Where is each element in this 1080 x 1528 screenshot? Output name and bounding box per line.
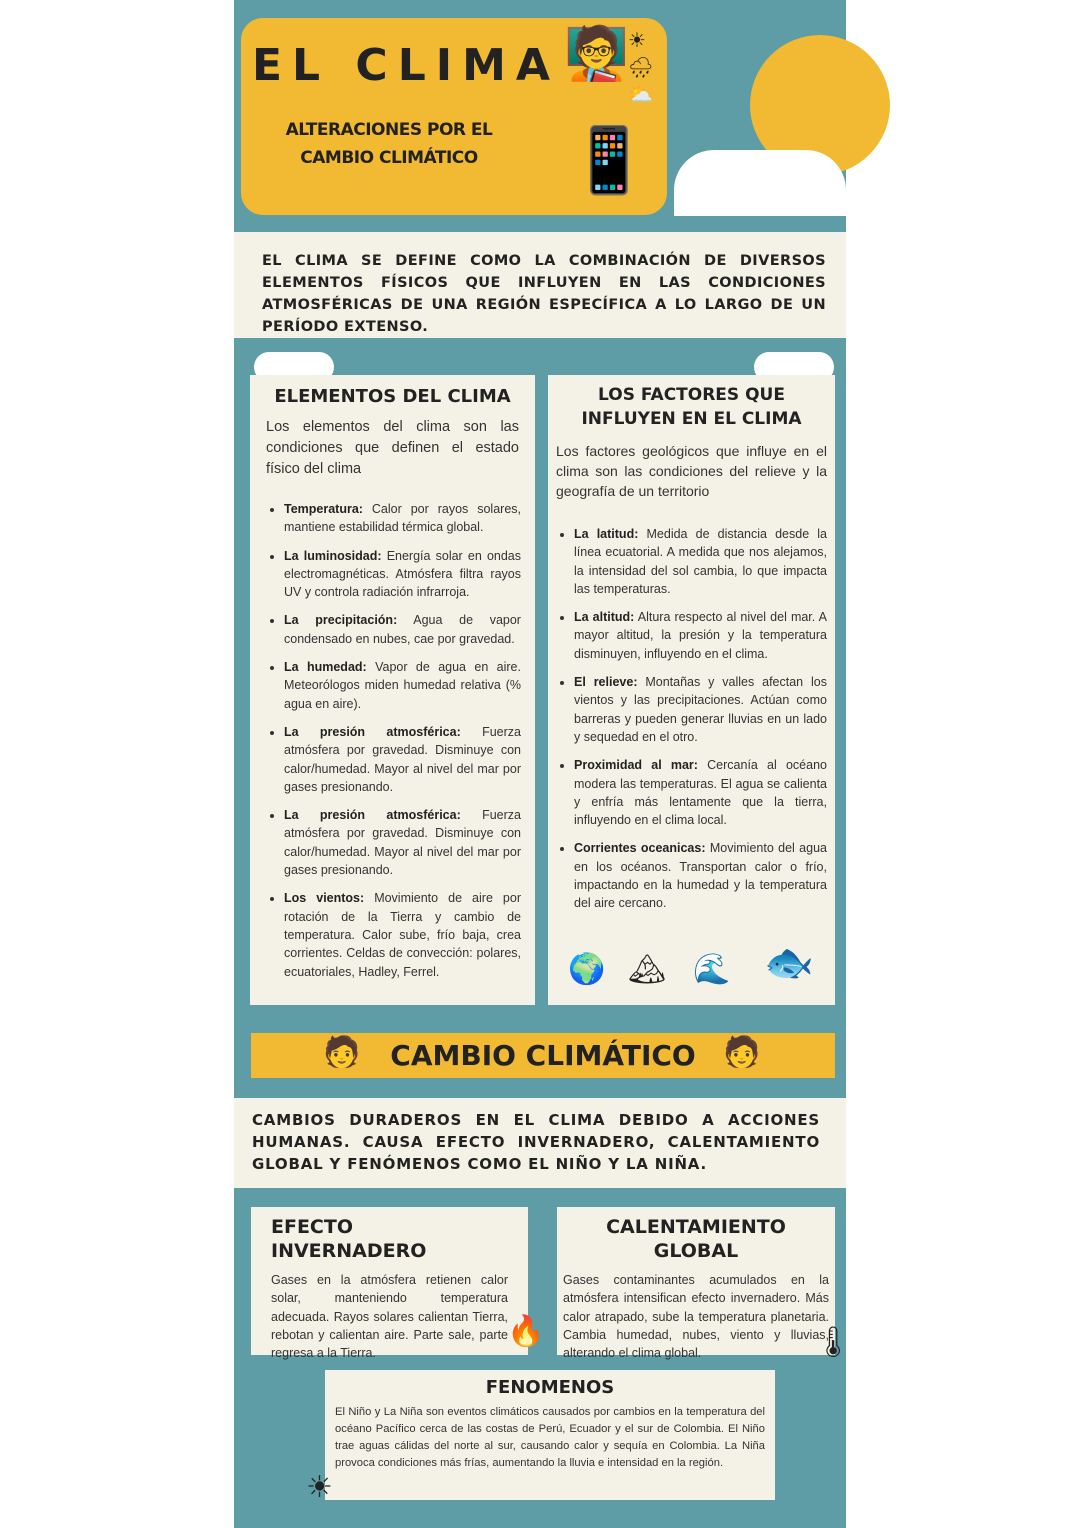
list-item (284, 889, 521, 980)
item-text: Altura respecto al nivel del mar. A mayor altitud, la presión y la temperatura disminuyen, influyendo en el clima. (574, 610, 827, 661)
item-text: Fuerza atmósfera por gravedad. Disminuye con calor/humedad. Mayor al nivel del mar por gases presionando. (284, 808, 521, 878)
item-term: La presión atmosférica: (284, 724, 461, 739)
definition-text: EL CLIMA SE DEFINE COMO LA COMBINACIÓN DE DIVERSOS ELEMENTOS FÍSICOS QUE INFLUYEN EN LAS CONDICIONES ATMOSFÉRICAS DE UNA REGIÓN ESPECÍFICA A LO LARGO DE UN PERÍODO EXTENSO. (262, 253, 826, 335)
mountain-icon: 🏔 (628, 953, 667, 986)
efecto-text: Gases en la atmósfera retienen calor solar, manteniendo temperatura adecuada. Rayos solares calientan Tierra, rebotan y calientan aire. Parte sale, parte regresa a la Tierra. (271, 1273, 508, 1361)
thermometer-icon: 🌡 (814, 1326, 853, 1359)
list-item (284, 500, 521, 537)
item-term: La presión atmosférica: (284, 808, 461, 823)
list-item (284, 547, 521, 602)
factores-card (548, 375, 835, 1005)
item-text: Movimiento del agua en los océanos. Transportan calor o frío, impactando en la humedad y la temperatura del aire cercano. (574, 841, 827, 911)
fenomenos-text: El Niño y La Niña son eventos climáticos causados por cambios en la temperatura del océano Pacífico cerca de las costas de Perú, Ecuador y el sur de Colombia. El Niño trae aguas cálidas del norte al sur, causando calor y sequía en Colombia. La Niña provoca condiciones más frías, aumentando la lluvia e intensidad en la región. (335, 1406, 765, 1469)
effects-section (234, 1188, 853, 1528)
factores-intro: Los factores geológicos que influye en el clima son las condiciones del relieve y la geografía de un territorio (556, 443, 827, 499)
factores-title: LOS FACTORES QUE INFLUYEN EN EL CLIMA (581, 385, 802, 429)
list-item (574, 608, 827, 663)
item-term: La luminosidad: (284, 548, 382, 563)
person-weather-icon: 🧑 (723, 1036, 761, 1069)
factores-list (556, 525, 827, 913)
list-item (284, 658, 521, 713)
fenomenos-card (325, 1370, 775, 1500)
header-section (234, 0, 846, 232)
fenomenos-title: FENOMENOS (485, 1377, 615, 1398)
cambio-section (234, 1098, 846, 1188)
list-item (574, 673, 827, 746)
subtitle-line-2: CAMBIO CLIMÁTICO (300, 148, 478, 168)
list-item (284, 611, 521, 648)
list-item (284, 723, 521, 796)
globe-icon: 🌍 (568, 953, 606, 986)
fish-icon: 🐟 (764, 941, 814, 985)
elementos-intro: Los elementos del clima son las condiciones que definen el estado físico del clima (266, 419, 519, 477)
elementos-card (250, 375, 535, 1005)
calentamiento-text: Gases contaminantes acumulados en la atmósfera intensifican efecto invernadero. Más calor atrapado, sube la temperatura planetaria. Cambia humedad, nubes, viento y lluvias, alterando el clima global. (563, 1273, 829, 1361)
elementos-list (264, 500, 521, 981)
calentamiento-card (557, 1207, 835, 1361)
item-text: Energía solar en ondas electromagnéticas. Atmósfera filtra rayos UV y controla radiación infrarroja. (284, 548, 521, 600)
list-item (574, 756, 827, 829)
calentamiento-title: CALENTAMIENTO GLOBAL (606, 1216, 786, 1262)
cambio-title: CAMBIO CLIMÁTICO (390, 1039, 696, 1072)
tablet-weather-icon: 📱 (569, 124, 649, 196)
list-item (574, 525, 827, 598)
efecto-title: EFECTO INVERNADERO (271, 1216, 427, 1262)
item-text: Montañas y valles afectan los vientos y las precipitaciones. Actúan como barreras y pueden generar lluvias en un lado y sequedad en el otro. (574, 675, 827, 744)
efecto-card (251, 1207, 545, 1361)
sun-icon: ☀ (306, 1471, 333, 1504)
item-text: Calor por rayos solares, mantiene estabilidad térmica global. (284, 502, 521, 535)
item-term: La precipitación: (284, 613, 398, 628)
item-text: Vapor de agua en aire. Meteorólogos miden humedad relativa (% agua en aire). (284, 660, 521, 711)
list-item (574, 839, 827, 912)
person-weather-icon: 🧑 (323, 1036, 361, 1069)
elements-section (234, 338, 846, 1098)
item-term: La altitud: (574, 610, 635, 625)
elementos-title: ELEMENTOS DEL CLIMA (274, 386, 511, 407)
cambio-description: CAMBIOS DURADEROS EN EL CLIMA DEBIDO A ACCIONES HUMANAS. CAUSA EFECTO INVERNADERO, CALENTAMIENTO GLOBAL Y FENÓMENOS COMO EL NIÑO Y LA NIÑA. (252, 1111, 820, 1173)
item-term: La humedad: (284, 660, 367, 675)
item-term: El relieve: (574, 675, 638, 690)
item-term: Los vientos: (284, 891, 365, 906)
item-text: Fuerza atmósfera por gravedad. Disminuye con calor/humedad. Mayor al nivel del mar por gases presionando. (284, 724, 521, 794)
fire-icon: 🔥 (507, 1315, 545, 1348)
definition-section (234, 232, 846, 338)
weather-icons: ☀ 🌧 ⛅ (628, 30, 654, 106)
item-text: Movimiento de aire por rotación de la Tierra y cambio de temperatura. Calor sube, frío baja, crea corrientes. Celdas de convección: polares, ecuatoriales, Hadley, Ferrel. (284, 891, 521, 979)
page-title: EL CLIMA (252, 40, 560, 91)
item-text: Cercanía al océano modera las temperaturas. El agua se calienta y enfría más lentamente que la tierra, influyendo en el clima local. (574, 758, 827, 828)
infographic (234, 0, 853, 1528)
weatherman-icon: 🧑‍🏫 (564, 25, 629, 83)
subtitle-line-1: ALTERACIONES POR EL (285, 120, 493, 140)
item-term: La latitud: (574, 527, 639, 541)
item-text: Medida de distancia desde la línea ecuatorial. A medida que nos alejamos, la intensidad del sol cambia, lo que impacta las temperaturas. (574, 527, 828, 596)
item-text: Agua de vapor condensado en nubes, cae por gravedad. (284, 613, 521, 646)
wave-icon: 🌊 (693, 953, 731, 986)
item-term: Proximidad al mar: (574, 758, 698, 773)
item-term: Temperatura: (284, 502, 363, 516)
subtitle (269, 116, 509, 172)
cambio-banner (251, 1033, 835, 1078)
list-item (284, 806, 521, 879)
cloud-icon (674, 150, 846, 216)
item-term: Corrientes oceanicas: (574, 841, 706, 856)
